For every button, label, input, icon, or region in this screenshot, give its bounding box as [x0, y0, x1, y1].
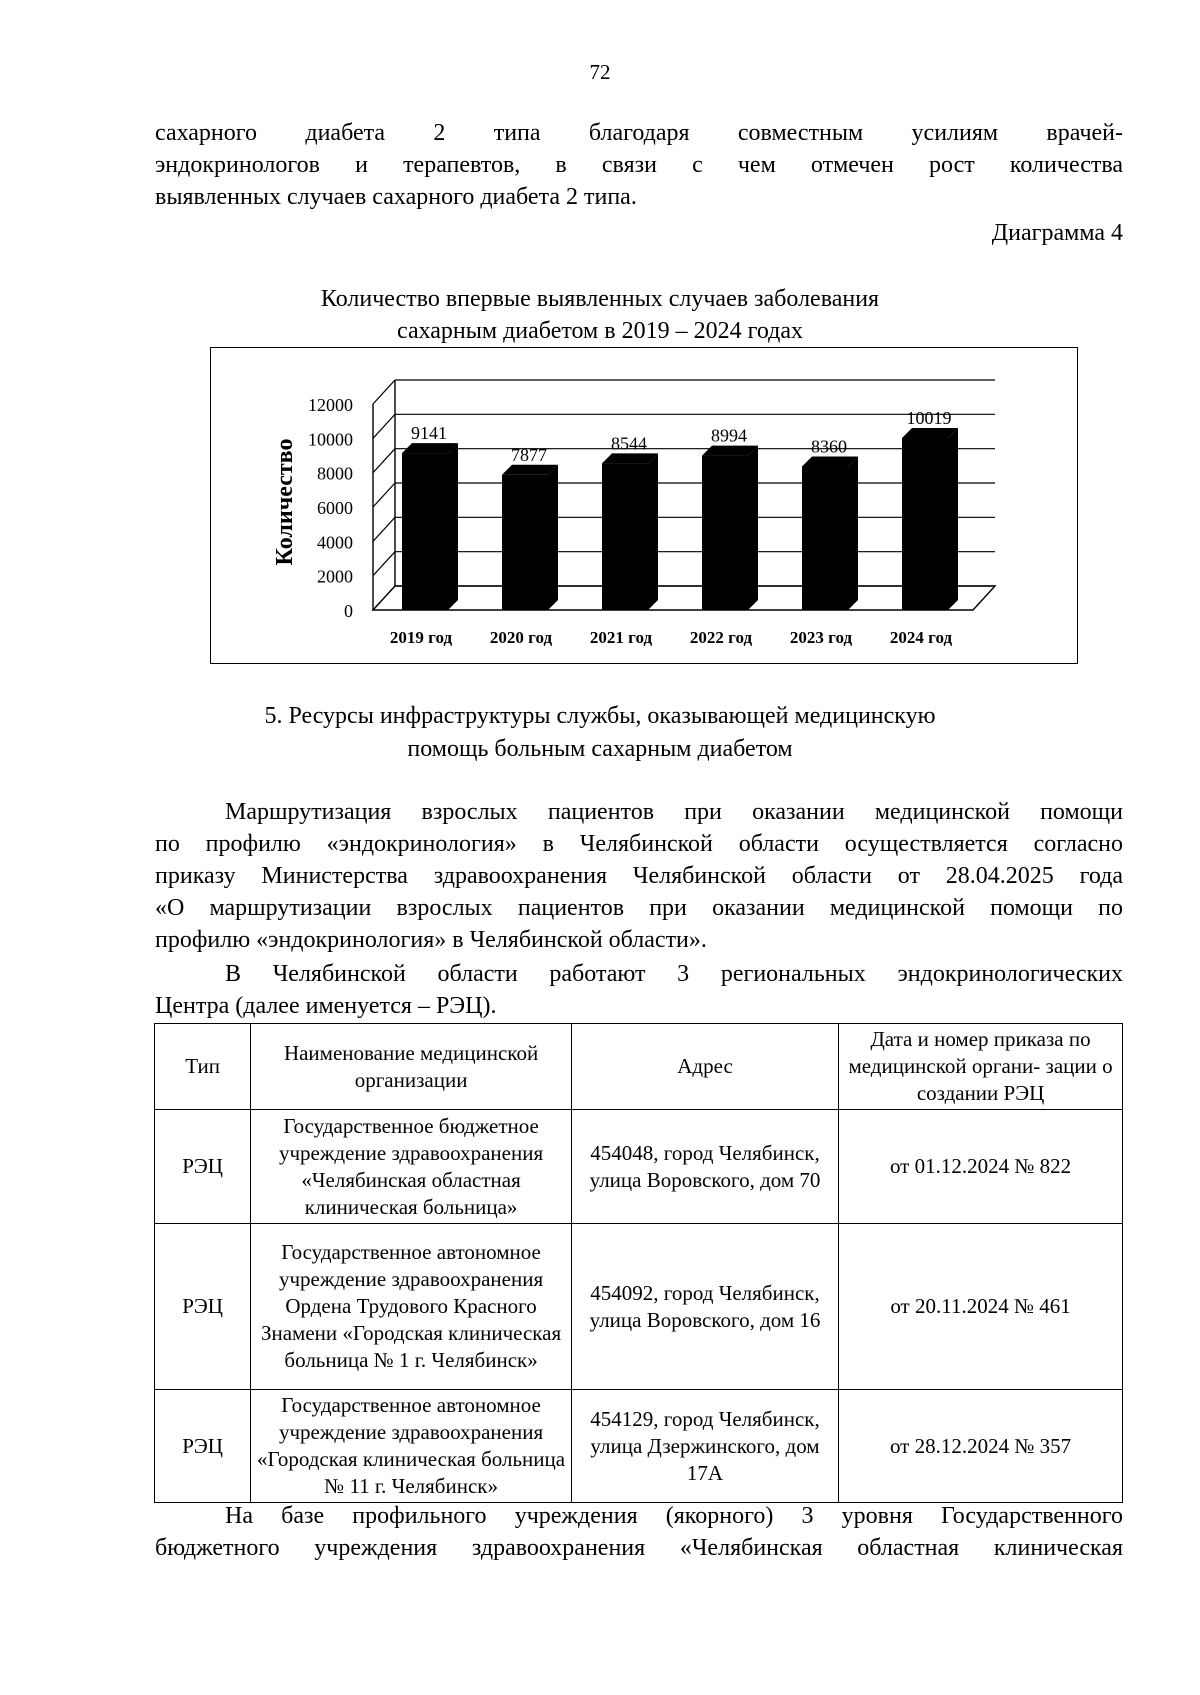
- body-line: профилю «эндокринология» в Челябинской области».: [155, 927, 707, 953]
- body-line: На базе профильного учреждения (якорного) 3 уровня Государственного: [225, 1503, 1123, 1529]
- x-tick-label: 2023 год: [789, 628, 853, 647]
- gridline-depth: [373, 552, 395, 576]
- body-line: «О маршрутизации взрослых пациентов при оказании медицинской помощи по: [155, 895, 1123, 921]
- bar: [802, 456, 858, 610]
- bar-front: [902, 438, 948, 610]
- bar-front: [702, 456, 748, 610]
- gridline-depth: [373, 483, 395, 507]
- cell-order: от 20.11.2024 № 461: [839, 1224, 1123, 1390]
- x-tick-label: 2024 год: [889, 628, 953, 647]
- body-line: В Челябинской области работают 3 региональных эндокринологических: [225, 961, 1123, 987]
- y-tick-label: 10000: [308, 429, 353, 450]
- gridline-depth: [373, 414, 395, 438]
- body-line: Маршрутизация взрослых пациентов при оказании медицинской помощи: [225, 799, 1123, 825]
- y-tick-label: 6000: [317, 498, 353, 518]
- data-label: 9141: [411, 423, 447, 444]
- cell-address: 454129, город Челябинск, улица Дзержинского, дом 17А: [571, 1390, 838, 1503]
- gridline-depth: [373, 449, 395, 473]
- y-tick-label: 2000: [317, 566, 353, 587]
- chart-title: [0, 283, 1200, 347]
- bar-side: [448, 443, 458, 610]
- bar: [402, 443, 458, 610]
- cell-order: от 01.12.2024 № 822: [839, 1110, 1123, 1224]
- chart-title-line: Количество впервые выявленных случаев заболевания: [320, 286, 880, 312]
- section-title: [0, 700, 1200, 766]
- data-label: 8544: [611, 433, 647, 454]
- chart-title-line: сахарным диабетом в 2019 – 2024 годах: [397, 318, 803, 344]
- data-label: 8994: [711, 425, 747, 446]
- y-tick-label: 0: [344, 601, 353, 621]
- table-row: [155, 1224, 1123, 1390]
- header-type: Тип: [155, 1024, 251, 1110]
- y-tick-label: 8000: [317, 463, 353, 484]
- table-row: [155, 1390, 1123, 1503]
- chart-y-axis-label: Количество: [272, 438, 298, 566]
- intro-paragraph: [155, 117, 1123, 213]
- bar-side: [548, 465, 558, 610]
- x-tick-label: 2019 год: [389, 628, 453, 647]
- data-label: 7877: [511, 444, 547, 465]
- table-header-row: [155, 1024, 1123, 1110]
- intro-line: сахарного диабета 2 типа благодаря совместным усилиям врачей-: [155, 120, 1123, 146]
- rec-table: [154, 1023, 1123, 1503]
- gridline-depth: [373, 517, 395, 541]
- cell-address: 454092, город Челябинск, улица Воровского, дом 16: [571, 1224, 838, 1390]
- bar-front: [402, 453, 448, 610]
- body-line: приказу Министерства здравоохранения Челябинской области от 28.04.2025 года: [155, 863, 1123, 889]
- bar-front: [802, 466, 848, 610]
- cell-name: Государственное автономное учреждение здравоохранения «Городская клиническая больница № 11 г. Челябинск»: [251, 1390, 572, 1503]
- table-row: [155, 1110, 1123, 1224]
- x-tick-label: 2022 год: [689, 628, 753, 647]
- y-tick-label: 12000: [308, 395, 353, 415]
- cell-order: от 28.12.2024 № 357: [839, 1390, 1123, 1503]
- intro-line: выявленных случаев сахарного диабета 2 типа.: [155, 184, 637, 210]
- bar: [902, 428, 958, 610]
- body-line: бюджетного учреждения здравоохранения «Челябинская областная клиническая: [155, 1535, 1123, 1561]
- header-order: Дата и номер приказа по медицинской органи- зации о создании РЭЦ: [839, 1024, 1123, 1110]
- body-line: Центра (далее именуется – РЭЦ).: [155, 993, 497, 1019]
- header-address: Адрес: [571, 1024, 838, 1110]
- bar: [702, 446, 758, 610]
- x-tick-label: 2021 год: [589, 628, 653, 647]
- data-label: 10019: [906, 408, 952, 429]
- section-title-line: 5. Ресурсы инфраструктуры службы, оказывающей медицинскую: [264, 703, 936, 729]
- cell-type: РЭЦ: [155, 1224, 251, 1390]
- bar-side: [748, 446, 758, 610]
- bar: [502, 465, 558, 610]
- data-label: 8360: [811, 436, 847, 457]
- section-title-line: помощь больным сахарным диабетом: [407, 736, 793, 762]
- figure-label: Диаграмма 4: [991, 220, 1123, 246]
- centers-paragraph: [155, 958, 1123, 1022]
- cell-address: 454048, город Челябинск, улица Воровского, дом 70: [571, 1110, 838, 1224]
- bar-side: [648, 453, 658, 610]
- x-tick-label: 2020 год: [489, 628, 553, 647]
- body-line: по профилю «эндокринология» в Челябинской области осуществляется согласно: [155, 831, 1123, 857]
- cell-name: Государственное бюджетное учреждение здравоохранения «Челябинская областная клиническая больница»: [251, 1110, 572, 1224]
- header-name: Наименование медицинской организации: [251, 1024, 572, 1110]
- cell-name: Государственное автономное учреждение здравоохранения Ордена Трудового Красного Знамени «Городская клиническая больница № 1 г. Челябинск»: [251, 1224, 572, 1390]
- bar-side: [848, 456, 858, 610]
- y-tick-label: 4000: [317, 532, 353, 553]
- bar-side: [948, 428, 958, 610]
- page-number: 72: [589, 60, 611, 84]
- bar-front: [502, 475, 548, 610]
- intro-line: эндокринологов и терапевтов, в связи с чем отмечен рост количества: [155, 152, 1123, 178]
- cell-type: РЭЦ: [155, 1110, 251, 1224]
- bar: [602, 453, 658, 610]
- cell-type: РЭЦ: [155, 1390, 251, 1503]
- routing-paragraph: [155, 796, 1123, 956]
- bar-chart: [210, 347, 1078, 664]
- bar-front: [602, 463, 648, 610]
- chart-floor: [373, 586, 995, 610]
- anchor-paragraph: [155, 1500, 1123, 1564]
- gridline-depth: [373, 380, 395, 404]
